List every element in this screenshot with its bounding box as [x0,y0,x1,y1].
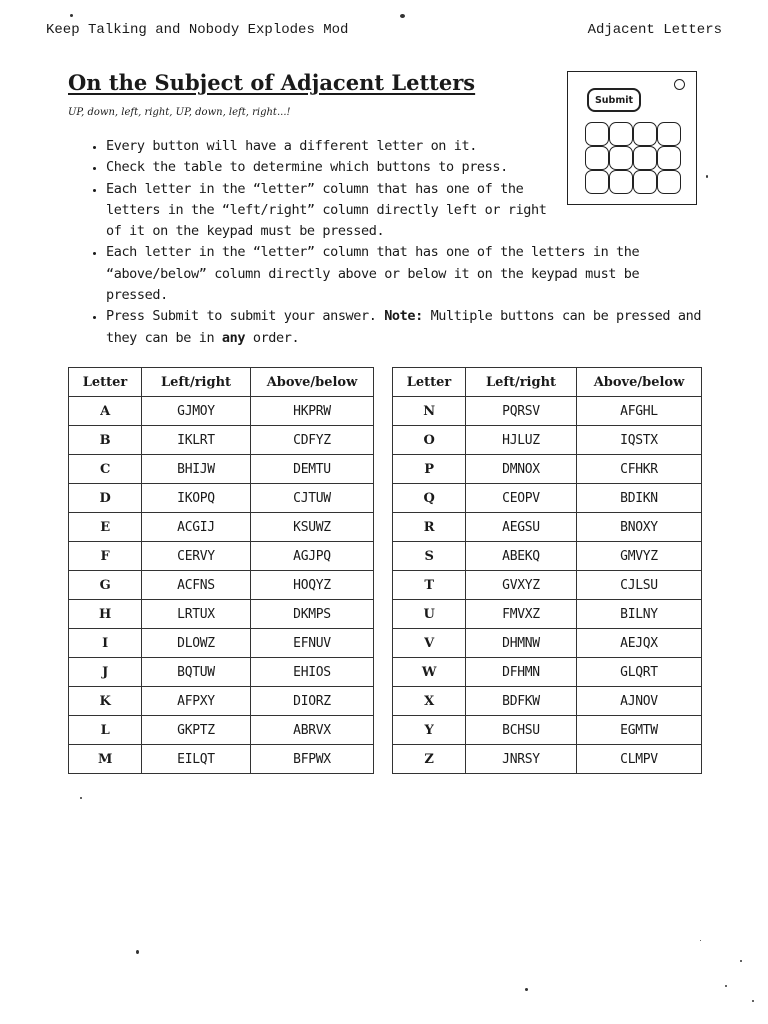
table-row [393,600,702,629]
cell-left-right: AFPXY [142,687,251,716]
table-row [69,455,374,484]
header-letter: Letter [393,368,466,397]
cell-above-below: BFPWX [251,745,374,774]
status-led-icon [674,79,685,90]
cell-letter: A [69,397,142,426]
header-right: Adjacent Letters [587,22,722,38]
cell-letter: T [393,571,466,600]
cell-above-below: HKPRW [251,397,374,426]
cell-above-below: CJTUW [251,484,374,513]
table-row [69,629,374,658]
table-row [69,745,374,774]
cell-above-below: DIORZ [251,687,374,716]
table-row [393,397,702,426]
cell-letter: N [393,397,466,426]
rule-text: • Each letter in the “letter” column that has one of the letters in the “left/right” column directly left or right of it on the keypad must be pressed. [106,180,547,240]
rule-item [106,136,706,157]
paper-speck [136,950,139,954]
cell-left-right: CEOPV [466,484,577,513]
paper-speck [80,797,82,799]
cell-letter: Z [393,745,466,774]
table-row [393,571,702,600]
cell-letter: G [69,571,142,600]
cell-above-below: GMVYZ [577,542,702,571]
cell-left-right: GKPTZ [142,716,251,745]
cell-above-below: CDFYZ [251,426,374,455]
rule-item [106,242,706,306]
cell-left-right: IKOPQ [142,484,251,513]
rule-text: Each letter in the “letter” column that has one of the letters in the “above/below” column directly above or below it on the keypad must be pressed. [106,244,640,304]
cell-letter: Q [393,484,466,513]
cell-above-below: IQSTX [577,426,702,455]
paper-speck [706,175,708,178]
cell-letter: D [69,484,142,513]
cell-letter: X [393,687,466,716]
cell-left-right: HJLUZ [466,426,577,455]
paper-speck [752,1000,754,1002]
table-row [393,484,702,513]
table-row [69,542,374,571]
header-above-below: Above/below [251,368,374,397]
cell-left-right: ABEKQ [466,542,577,571]
rule-item [106,179,706,243]
cell-left-right: PQRSV [466,397,577,426]
cell-above-below: CLMPV [577,745,702,774]
table-row [393,687,702,716]
cell-above-below: EHIOS [251,658,374,687]
paper-speck [700,940,701,941]
cell-above-below: AFGHL [577,397,702,426]
rule-text: Multiple buttons can be pressed and they can be in [106,308,702,346]
paper-speck [525,988,528,991]
cell-letter: L [69,716,142,745]
header-left-right: Left/right [466,368,577,397]
rules-list [86,136,706,349]
rule-text: Every button will have a different letter on it. [106,138,477,154]
cell-above-below: AEJQX [577,629,702,658]
cell-above-below: HOQYZ [251,571,374,600]
rule-text: order. [245,329,300,346]
cell-letter: I [69,629,142,658]
cell-letter: E [69,513,142,542]
cell-above-below: CJLSU [577,571,702,600]
page-title: On the Subject of Adjacent Letters [68,70,476,95]
cell-letter: B [69,426,142,455]
cell-left-right: DFHMN [466,658,577,687]
submit-button-diagram: Submit [587,88,641,112]
cell-left-right: CERVY [142,542,251,571]
cell-letter: S [393,542,466,571]
cell-left-right: BHIJW [142,455,251,484]
cell-left-right: DLOWZ [142,629,251,658]
cell-left-right: ACFNS [142,571,251,600]
table-row [69,513,374,542]
rule-text: Check the table to determine which buttons to press. [106,159,508,176]
cell-left-right: IKLRT [142,426,251,455]
emphasis-any: any [221,329,246,346]
paper-speck [400,14,405,18]
paper-speck [740,960,742,962]
table-row [393,542,702,571]
table-row [69,658,374,687]
header-letter: Letter [69,368,142,397]
cell-above-below: EGMTW [577,716,702,745]
cell-above-below: GLQRT [577,658,702,687]
cell-above-below: AGJPQ [251,542,374,571]
table-row [393,455,702,484]
header-left-right: Left/right [142,368,251,397]
table-row [393,629,702,658]
cell-above-below: DKMPS [251,600,374,629]
cell-left-right: FMVXZ [466,600,577,629]
cell-above-below: DEMTU [251,455,374,484]
cell-letter: R [393,513,466,542]
cell-above-below: CFHKR [577,455,702,484]
letters-table-right [392,367,702,774]
table-row [393,658,702,687]
cell-above-below: KSUWZ [251,513,374,542]
table-row [69,484,374,513]
table-row [69,716,374,745]
cell-letter: W [393,658,466,687]
cell-letter: K [69,687,142,716]
cell-left-right: ACGIJ [142,513,251,542]
cell-letter: C [69,455,142,484]
table-row [69,600,374,629]
cell-left-right: BCHSU [466,716,577,745]
paper-speck [725,985,727,987]
cell-left-right: DHMNW [466,629,577,658]
table-row [69,397,374,426]
letters-table-left [68,367,374,774]
cell-letter: V [393,629,466,658]
table-row [69,687,374,716]
table-row [393,745,702,774]
cell-letter: J [69,658,142,687]
table-row [393,426,702,455]
table-body-right [393,397,702,774]
cell-left-right: GJMOY [142,397,251,426]
cell-left-right: DMNOX [466,455,577,484]
cell-left-right: EILQT [142,745,251,774]
rule-item [106,157,706,178]
table-row [393,716,702,745]
cell-left-right: BDFKW [466,687,577,716]
cell-letter: P [393,455,466,484]
paper-speck [70,14,73,17]
cell-above-below: AJNOV [577,687,702,716]
cell-above-below: BDIKN [577,484,702,513]
rule-text: Press Submit to submit your answer. [106,308,385,325]
cell-above-below: BILNY [577,600,702,629]
cell-left-right: LRTUX [142,600,251,629]
cell-letter: Y [393,716,466,745]
cell-letter: H [69,600,142,629]
cell-left-right: GVXYZ [466,571,577,600]
header-left: Keep Talking and Nobody Explodes Mod [46,22,349,38]
cell-letter: O [393,426,466,455]
cell-above-below: EFNUV [251,629,374,658]
rule-item [106,306,706,349]
table-row [69,571,374,600]
cell-letter: F [69,542,142,571]
header-above-below: Above/below [577,368,702,397]
cell-letter: M [69,745,142,774]
cell-left-right: BQTUW [142,658,251,687]
note-label: Note: [384,308,423,325]
table-row [393,513,702,542]
table-row [69,426,374,455]
cell-left-right: AEGSU [466,513,577,542]
cell-letter: U [393,600,466,629]
table-body-left [69,397,374,774]
cell-above-below: BNOXY [577,513,702,542]
cell-above-below: ABRVX [251,716,374,745]
page-subtitle: UP, down, left, right, UP, down, left, right...! [68,107,291,118]
cell-left-right: JNRSY [466,745,577,774]
